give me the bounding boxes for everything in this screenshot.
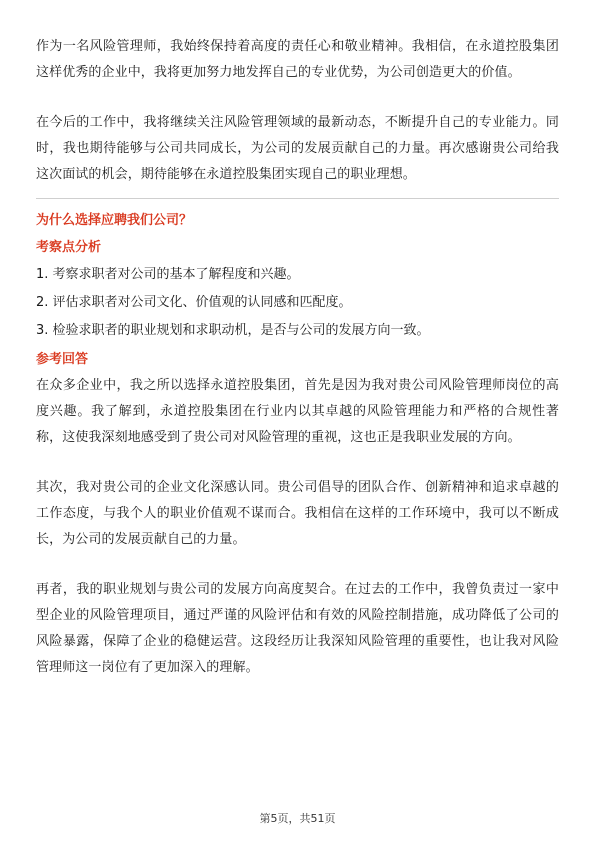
answer-paragraph-2: 其次，我对贵公司的企业文化深感认同。贵公司倡导的团队合作、创新精神和追求卓越的工作态度，与我个人的职业价值观不谋而合。我相信在这样的工作环境中，我可以不断成长，为公司的发展贡献自己的力量。 [36, 480, 559, 547]
page-number-footer: 第5页，共51页 [259, 812, 336, 825]
answer-paragraph-3: 再者，我的职业规划与贵公司的发展方向高度契合。在过去的工作中，我曾负责过一家中型企业的风险管理项目，通过严谨的风险评估和有效的风险控制措施，成功降低了公司的风险暴露，保障了企业的稳健运营。这段经历让我深知风险管理的重要性，也让我对风险管理师这一岗位有了更加深入的理解。 [36, 582, 559, 675]
intro-paragraph-1: 作为一名风险管理师，我始终保持着高度的责任心和敬业精神。我相信，在永道控股集团这样优秀的企业中，我将更加努力地发挥自己的专业优势，为公司创造更大的价值。 [36, 39, 559, 80]
analysis-item-2: 2. 评估求职者对公司文化、价值观的认同感和匹配度。 [36, 295, 352, 310]
answer-title: 参考回答 [36, 352, 89, 367]
document-page [36, 34, 559, 681]
analysis-item-1: 1. 考察求职者对公司的基本了解程度和兴趣。 [36, 267, 300, 282]
analysis-item-3: 3. 检验求职者的职业规划和求职动机，是否与公司的发展方向一致。 [36, 323, 430, 338]
answer-paragraph-1: 在众多企业中，我之所以选择永道控股集团，首先是因为我对贵公司风险管理师岗位的高度兴趣。我了解到，永道控股集团在行业内以其卓越的风险管理能力和严格的合规性著称，这使我深刻地感受到了贵公司对风险管理的重视，这也正是我职业发展的方向。 [36, 378, 559, 445]
analysis-title: 考察点分析 [36, 240, 102, 255]
intro-paragraph-2: 在今后的工作中，我将继续关注风险管理领域的最新动态，不断提升自己的专业能力。同时，我也期待能够与公司共同成长，为公司的发展贡献自己的力量。再次感谢贵公司给我这次面试的机会，期待能够在永道控股集团实现自己的职业理想。 [36, 115, 559, 182]
section-divider [36, 198, 559, 199]
question-title: 为什么选择应聘我们公司？ [36, 213, 193, 228]
